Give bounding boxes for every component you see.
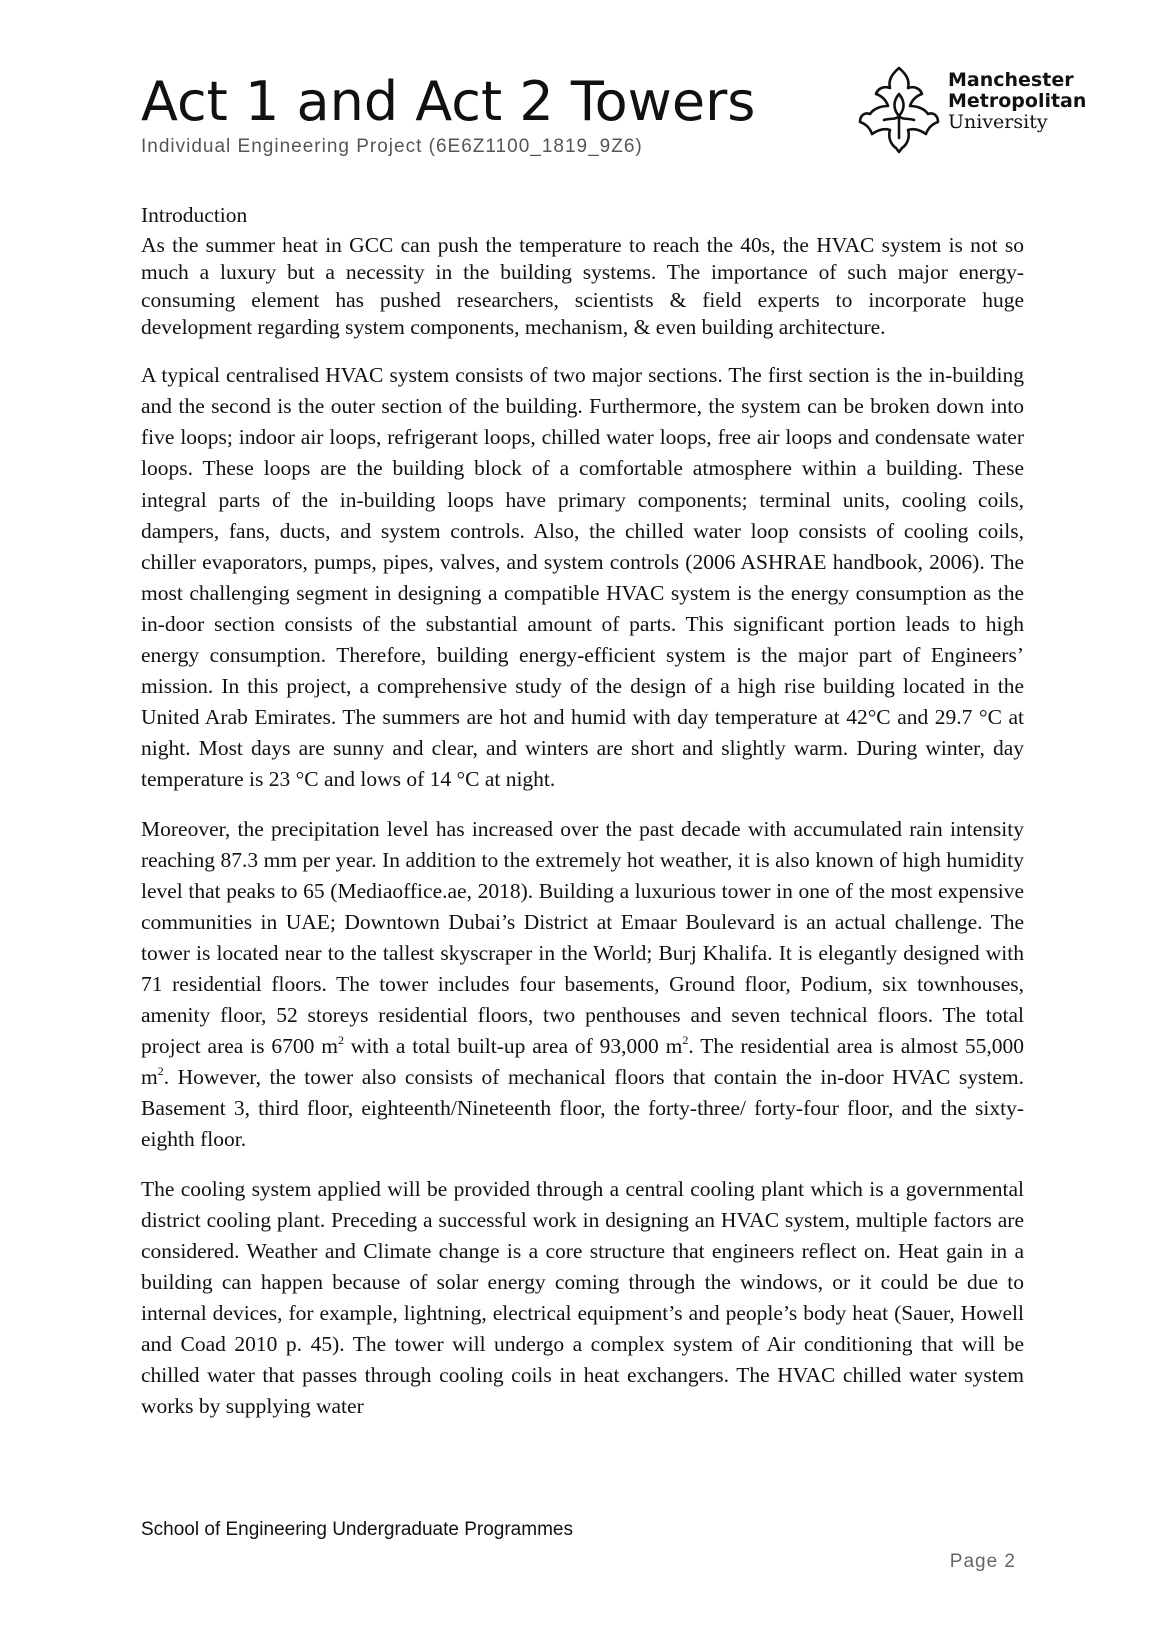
- paragraph-3: [141, 814, 1024, 1156]
- paragraph-3-part-4: . However, the tower also consists of mechanical floors that contain the in-door HVAC system. Basement 3, third floor, eighteenth/Nineteenth floor, the forty-three/ forty-four floor, and the sixty-eighth floor.: [141, 1065, 1024, 1152]
- paragraph-4: The cooling system applied will be provided through a central cooling plant which is a governmental district cooling plant. Preceding a successful work in designing an HVAC system, multiple factors are considered. Weather and Climate change is a core structure that engineers reflect on. Heat gain in a building can happen because of solar energy coming through the windows, or it could be due to internal devices, for example, lightning, electrical equipment’s and people’s body heat (Sauer, Howell and Coad 2010 p. 45). The tower will undergo a complex system of Air conditioning that will be chilled water that passes through cooling coils in heat exchangers. The HVAC chilled water system works by supplying water: [141, 1176, 1024, 1419]
- superscript-2: 2: [682, 1033, 689, 1048]
- document-body: [141, 200, 1024, 1422]
- mmu-logo-mark-icon: [858, 64, 940, 156]
- logo-line-1: Manchester: [948, 69, 1074, 91]
- paragraph-2: A typical centralised HVAC system consists of two major sections. The first section is the in-building and the second is the outer section of the building. Furthermore, the system can be broken down into five loops; indoor air loops, refrigerant loops, chilled water loops, free air loops and condensate water loops. These loops are the building block of a comfortable atmosphere within a building. These integral parts of the in-building loops have primary components; terminal units, cooling coils, dampers, fans, ducts, and system controls. Also, the chilled water loop consists of cooling coils, chiller evaporators, pumps, pipes, valves, and system controls (2006 ASHRAE handbook, 2006). The most challenging segment in designing a compatible HVAC system is the energy consumption as the in-door section consists of the substantial amount of parts. This significant portion leads to high energy consumption. Therefore, building energy-efficient system is the major part of Engineers’ mission. In this project, a comprehensive study of the design of a high rise building located in the United Arab Emirates. The summers are hot and humid with day temperature at 42°C and 29.7 °C at night. Most days are sunny and clear, and winters are short and slightly warm. During winter, day temperature is 23 °C and lows of 14 °C at night.: [141, 363, 1024, 792]
- section-heading: Introduction: [141, 203, 248, 227]
- footer-school-name: School of Engineering Undergraduate Programmes: [141, 1519, 573, 1540]
- paragraph-3-part-2: with a total built-up area of 93,000 m: [343, 1034, 683, 1059]
- paragraph-3-part-3: . The residential area is almost 55,000 m: [141, 1034, 1025, 1090]
- document-title: Act 1 and Act 2 Towers: [141, 70, 756, 133]
- logo-line-2: Metropolitan: [948, 90, 1087, 112]
- document-subtitle: Individual Engineering Project (6E6Z1100_1819_9Z6): [141, 136, 643, 157]
- university-logo: [858, 64, 1108, 156]
- page-number: Page 2: [949, 1551, 1016, 1572]
- superscript-3: 2: [157, 1064, 164, 1079]
- superscript-1: 2: [337, 1033, 344, 1048]
- university-name: [948, 70, 1086, 133]
- paragraph-1: As the summer heat in GCC can push the temperature to reach the 40s, the HVAC system is not so much a luxury but a necessity in the building systems. The importance of such major energy-consuming element has pushed researchers, scientists & field experts to incorporate huge development regarding system components, mechanism, & even building architecture.: [141, 233, 1024, 339]
- paragraph-3-part-1: Moreover, the precipitation level has increased over the past decade with accumulated rain intensity reaching 87.3 mm per year. In addition to the extremely hot weather, it is also known of high humidity level that peaks to 65 (Mediaoffice.ae, 2018). Building a luxurious tower in one of the most expensive communities in UAE; Downtown Dubai’s District at Emaar Boulevard is an actual challenge. The tower is located near to the tallest skyscraper in the World; Burj Khalifa. It is elegantly designed with 71 residential floors. The tower includes four basements, Ground floor, Podium, six townhouses, amenity floor, 52 storeys residential floors, two penthouses and seven technical floors. The total project area is 6700 m: [141, 816, 1024, 1059]
- logo-line-3: University: [948, 111, 1048, 133]
